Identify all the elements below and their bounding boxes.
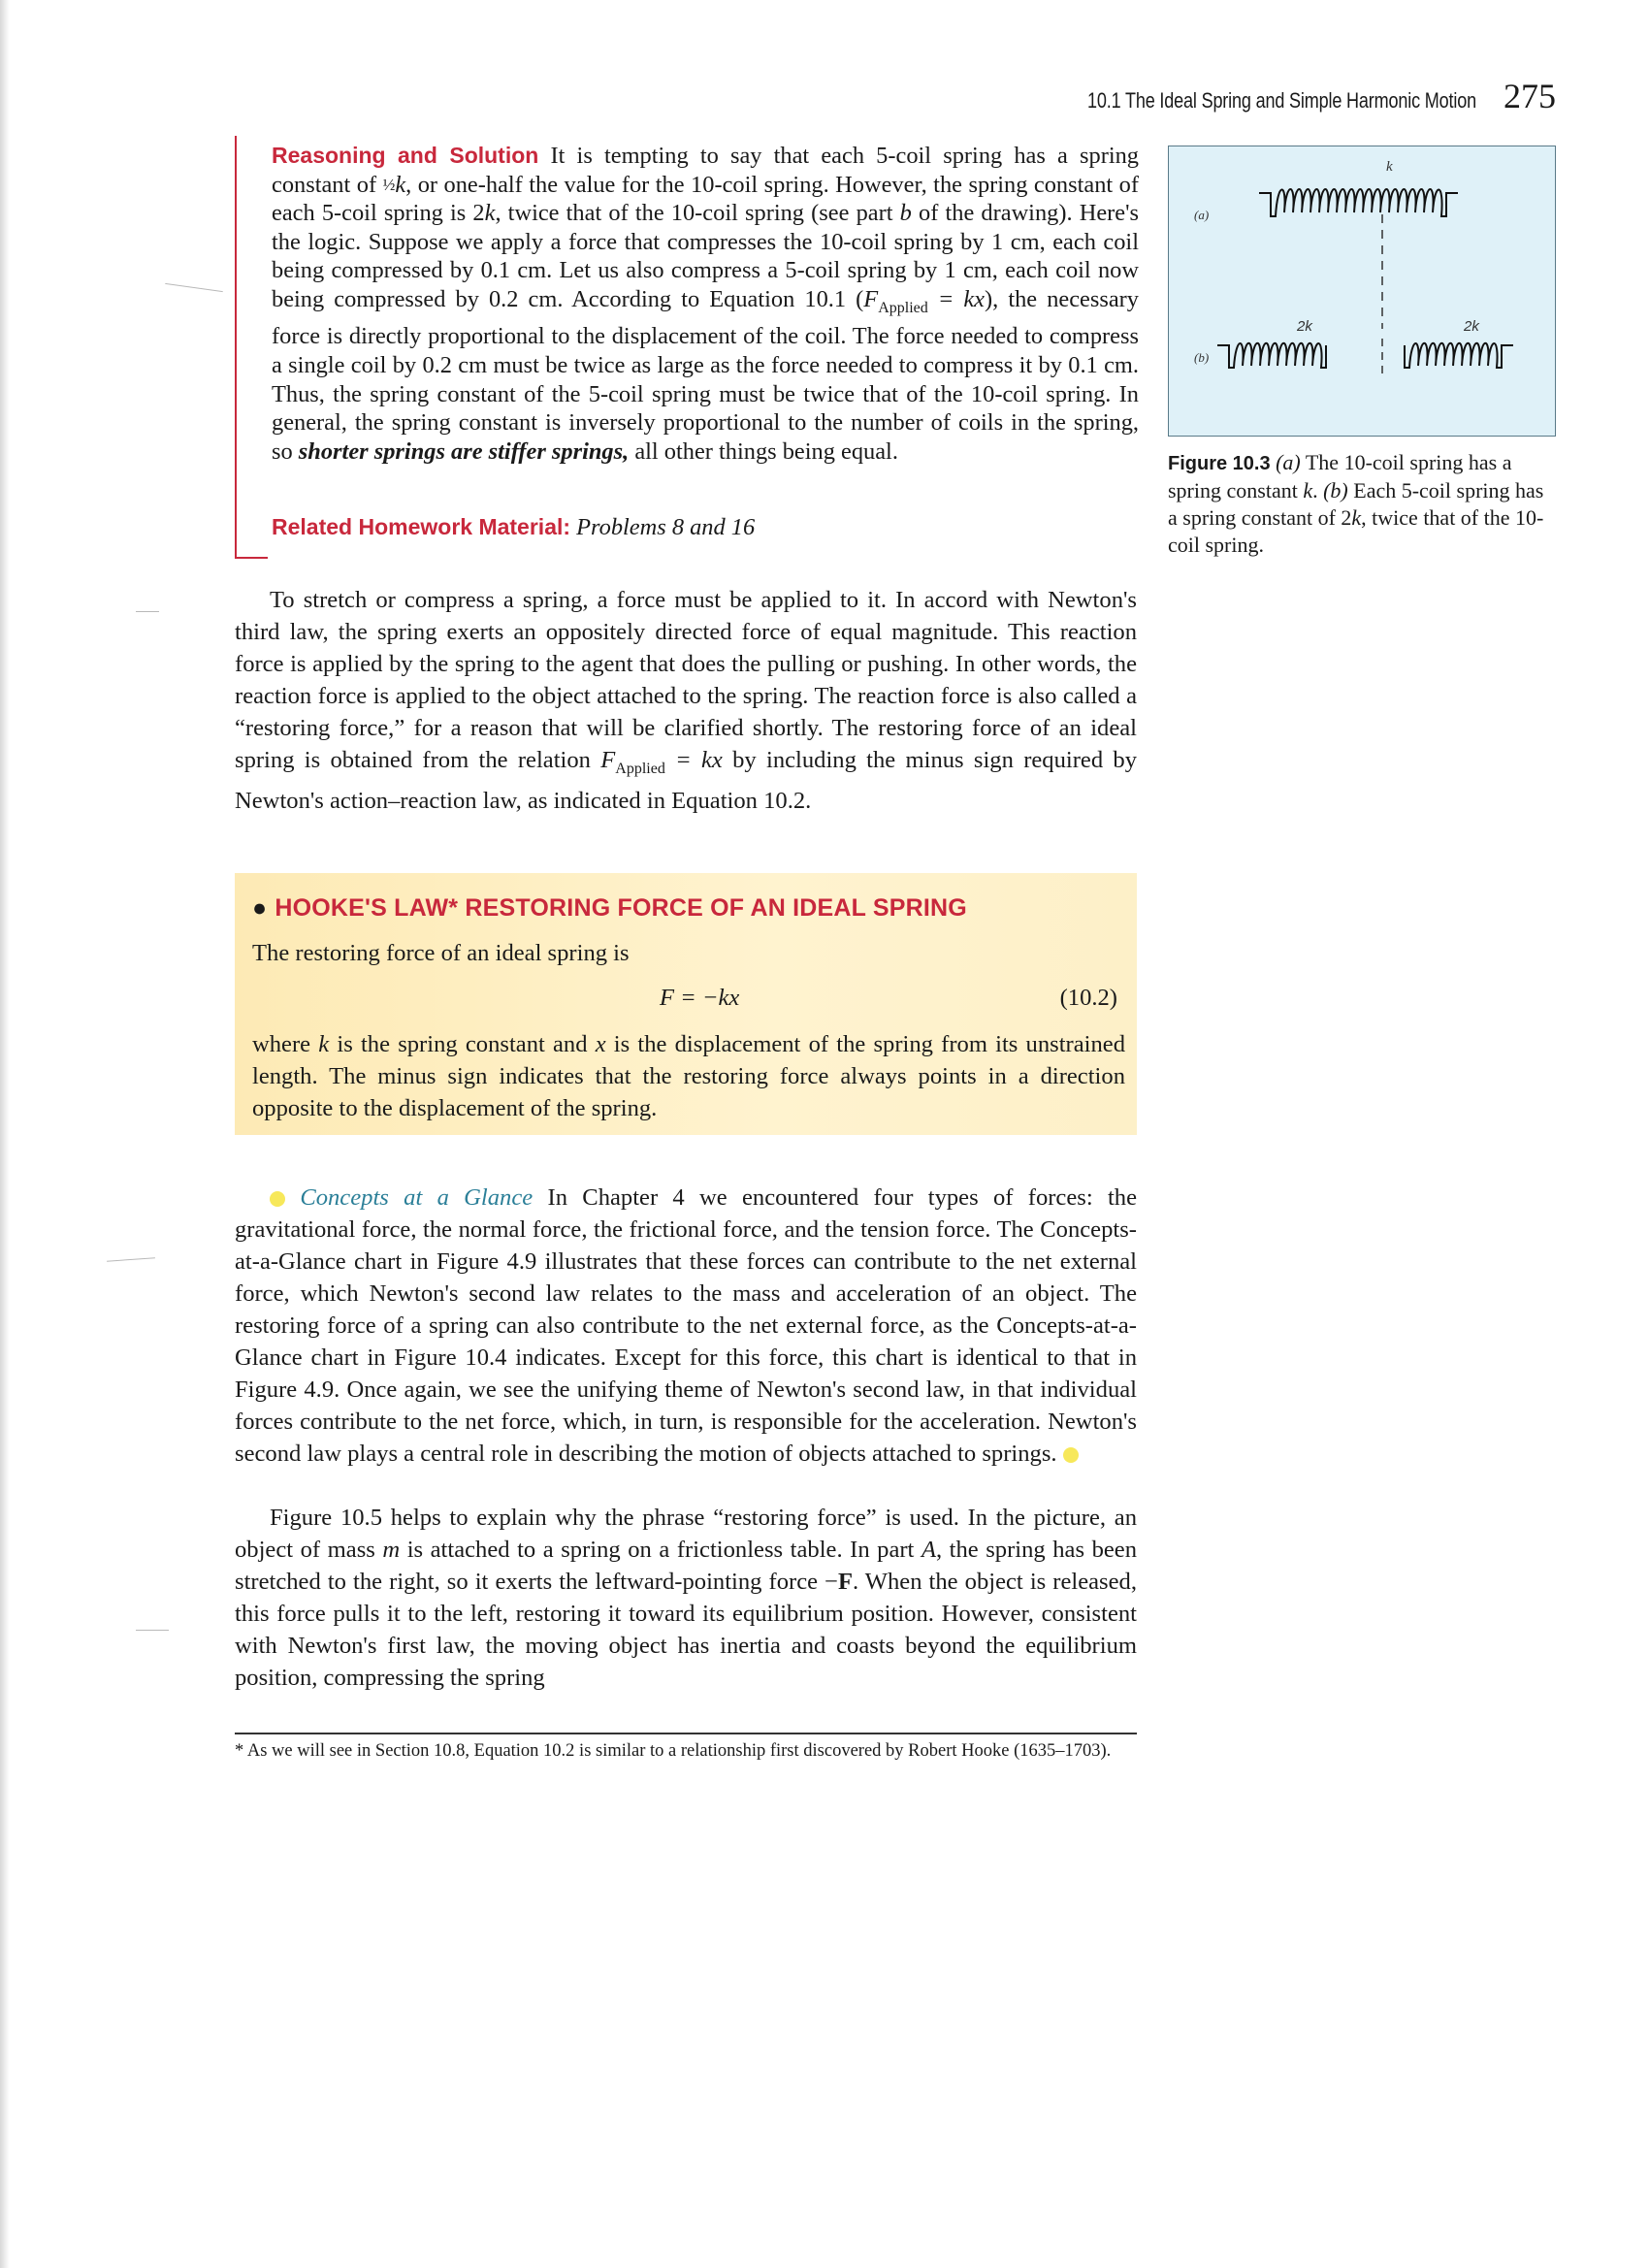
hookes-law-definition xyxy=(252,1028,1125,1124)
paragraph-text: , the spring has been stretched to the right, so it exerts the leftward-pointing force − xyxy=(235,1537,1138,1595)
margin-mark xyxy=(136,1630,169,1631)
equation-fragment: = kx xyxy=(664,747,723,773)
hookes-law-intro: The restoring force of an ideal spring is xyxy=(252,940,630,966)
concepts-dot-icon xyxy=(1063,1447,1079,1463)
paragraph-text: In Chapter 4 we encountered four types of forces: the gravitational force, the normal force, the frictional force, and the tension force. The Concepts-at-a-Glance chart in Figure 4.9 illustrates that these forces can contribute to the net external force, which Newton's second law relates to the mass and acceleration of an object. The restoring force of a spring can also contribute to the net external force, as the Concepts-at-a-Glance chart in Figure 10.4 indicates. Except for this force, this chart is identical to that in Figure 4.9. Once again, we see the unifying theme of Newton's second law, in that individual forces contribute to the net force, which, in turn, is responsible for the acceleration. Newton's second law plays a central role in describing the motion of objects attached to springs. xyxy=(235,1184,1138,1467)
symbol-b: b xyxy=(899,200,912,227)
symbol-k: k xyxy=(484,200,496,227)
caption-part: k xyxy=(1303,478,1313,502)
paragraph-text: . When the object is released, this force pulls it to the left, restoring it toward its equilibrium position. However, consistent with Newton's first law, the moving object has inertia and coasts beyond the equilibrium position, compressing the spring xyxy=(235,1569,1137,1691)
symbol-m: m xyxy=(382,1537,401,1563)
subscript-applied: Applied xyxy=(615,760,665,777)
hookes-law-title xyxy=(252,894,967,923)
running-header xyxy=(1002,76,1556,116)
spring-5-coil-left xyxy=(1217,343,1326,368)
caption-part: . xyxy=(1312,478,1324,502)
paragraph-text: Figure 10.5 helps to explain why the phrase “restoring force” is used. In the picture, an object of mass xyxy=(235,1505,1137,1563)
page-edge xyxy=(0,0,10,2268)
related-ref: Problems 8 and 16 xyxy=(576,514,756,540)
concepts-at-a-glance-label: Concepts at a Glance xyxy=(300,1184,534,1211)
body-paragraph xyxy=(235,1502,1137,1694)
spring-10-coil xyxy=(1259,189,1458,216)
equation-10-2: F = −kx xyxy=(660,985,740,1011)
reasoning-lead: Reasoning and Solution xyxy=(272,143,539,168)
label-k: k xyxy=(1386,159,1393,175)
footnote: * As we will see in Section 10.8, Equation 10.2 is similar to a relationship first discovered by Robert Hooke (1635–1703). xyxy=(235,1741,1112,1761)
label-2k-right: 2k xyxy=(1464,318,1479,335)
reasoning-text-part: , or one-half the value for the 10-coil spring. However, the spring constant of each 5-coil spring is 2 xyxy=(272,171,1139,227)
figure-caption-label: Figure 10.3 xyxy=(1168,453,1271,474)
symbol-k: k xyxy=(318,1031,330,1057)
label-2k-left: 2k xyxy=(1297,318,1312,335)
paragraph-text: by including the minus sign required by Newton's action–reaction law, as indicated in Equation 10.2. xyxy=(235,747,1138,814)
emphasis-stiffer-springs: shorter springs are stiffer springs, xyxy=(298,437,630,465)
symbol-k: k xyxy=(395,171,406,198)
definition-part: where xyxy=(252,1031,319,1057)
spring-5-coil-right xyxy=(1405,343,1513,368)
concepts-paragraph xyxy=(235,1182,1137,1470)
section-title: 10.1 The Ideal Spring and Simple Harmonic Motion xyxy=(1087,88,1476,113)
related-homework xyxy=(272,514,755,541)
symbol-f: F xyxy=(600,747,616,773)
symbol-f: F xyxy=(863,285,879,312)
caption-part: k xyxy=(1351,505,1362,530)
hookes-law-heading: HOOKE'S LAW* RESTORING FORCE OF AN IDEAL SPRING xyxy=(275,894,967,922)
symbol-a: A xyxy=(921,1537,936,1563)
concepts-dot-icon xyxy=(270,1191,285,1207)
margin-mark xyxy=(107,1257,155,1261)
reasoning-text-part: , twice that of the 10-coil spring (see part xyxy=(495,200,900,227)
caption-part: (b) xyxy=(1323,478,1348,502)
page-number: 275 xyxy=(1504,77,1556,115)
caption-part: Each 5-coil spring has a spring constant of 2 xyxy=(1168,478,1544,530)
definition-part: is the spring constant and xyxy=(329,1031,596,1057)
caption-part: (a) xyxy=(1276,450,1301,474)
body-paragraph xyxy=(235,584,1137,817)
paragraph-text: is attached to a spring on a frictionless table. In part xyxy=(400,1537,922,1563)
reasoning-text xyxy=(272,142,1139,466)
bullet-icon: ● xyxy=(252,894,268,922)
spring-diagram xyxy=(1169,146,1555,436)
figure-label-b: (b) xyxy=(1194,350,1210,365)
reasoning-text-part: of the drawing). Here's the logic. Suppose we apply a force that compresses the 10-coil spring by 1 cm, each coil being compressed by 0.1 cm. Let us also compress a 5-coil spring by 1 cm, each coil now being compressed by 0.2 cm. According to Equation 10.1 ( xyxy=(272,200,1139,312)
subscript-applied: Applied xyxy=(878,299,928,316)
margin-mark xyxy=(136,611,159,612)
related-label: Related Homework Material: xyxy=(272,514,571,539)
caption-part: The 10-coil spring has a spring constant xyxy=(1168,450,1512,502)
equation-fragment: = kx xyxy=(927,285,986,312)
figure-10-3 xyxy=(1168,146,1556,437)
reasoning-text-part: all other things being equal. xyxy=(629,437,898,465)
definition-part: is the displacement of the spring from its unstrained length. The minus sign indicates that the restoring force always points in a direction opposite to the displacement of the spring. xyxy=(252,1031,1125,1121)
figure-caption xyxy=(1168,449,1556,559)
symbol-x: x xyxy=(595,1031,606,1057)
margin-mark xyxy=(165,283,223,292)
reasoning-text-part: It is tempting to say that each 5-coil spring has a spring constant of xyxy=(272,143,1139,198)
fraction-half: ½ xyxy=(382,175,396,194)
footnote-rule xyxy=(235,1733,1137,1734)
symbol-force: F xyxy=(837,1569,853,1595)
figure-label-a: (a) xyxy=(1194,208,1210,222)
reasoning-box xyxy=(235,136,1141,559)
caption-part: , twice that of the 10-coil spring. xyxy=(1168,505,1544,557)
paragraph-text: To stretch or compress a spring, a force must be applied to it. In accord with Newton's third law, the spring exerts an oppositely directed force of equal magnitude. This reaction force is applied by the spring to the agent that does the pulling or pushing. In other words, the reaction force is applied to the object attached to the spring. The reaction force is also called a “restoring force,” for a reason that will be clarified shortly. The restoring force of an ideal spring is obtained from the relation xyxy=(235,587,1137,773)
hookes-law-box xyxy=(235,873,1137,1135)
equation-number: (10.2) xyxy=(1059,985,1117,1011)
reasoning-text-part: ), the necessary force is directly proportional to the displacement of the coil. The force needed to compress a single coil by 0.2 cm must be twice as large as the force needed to compress it by 0.1 cm. Thus, the spring constant of the 5-coil spring must be twice that of the 10-coil spring. In general, the spring constant is inversely proportional to the number of coils in the spring, so xyxy=(272,285,1139,465)
